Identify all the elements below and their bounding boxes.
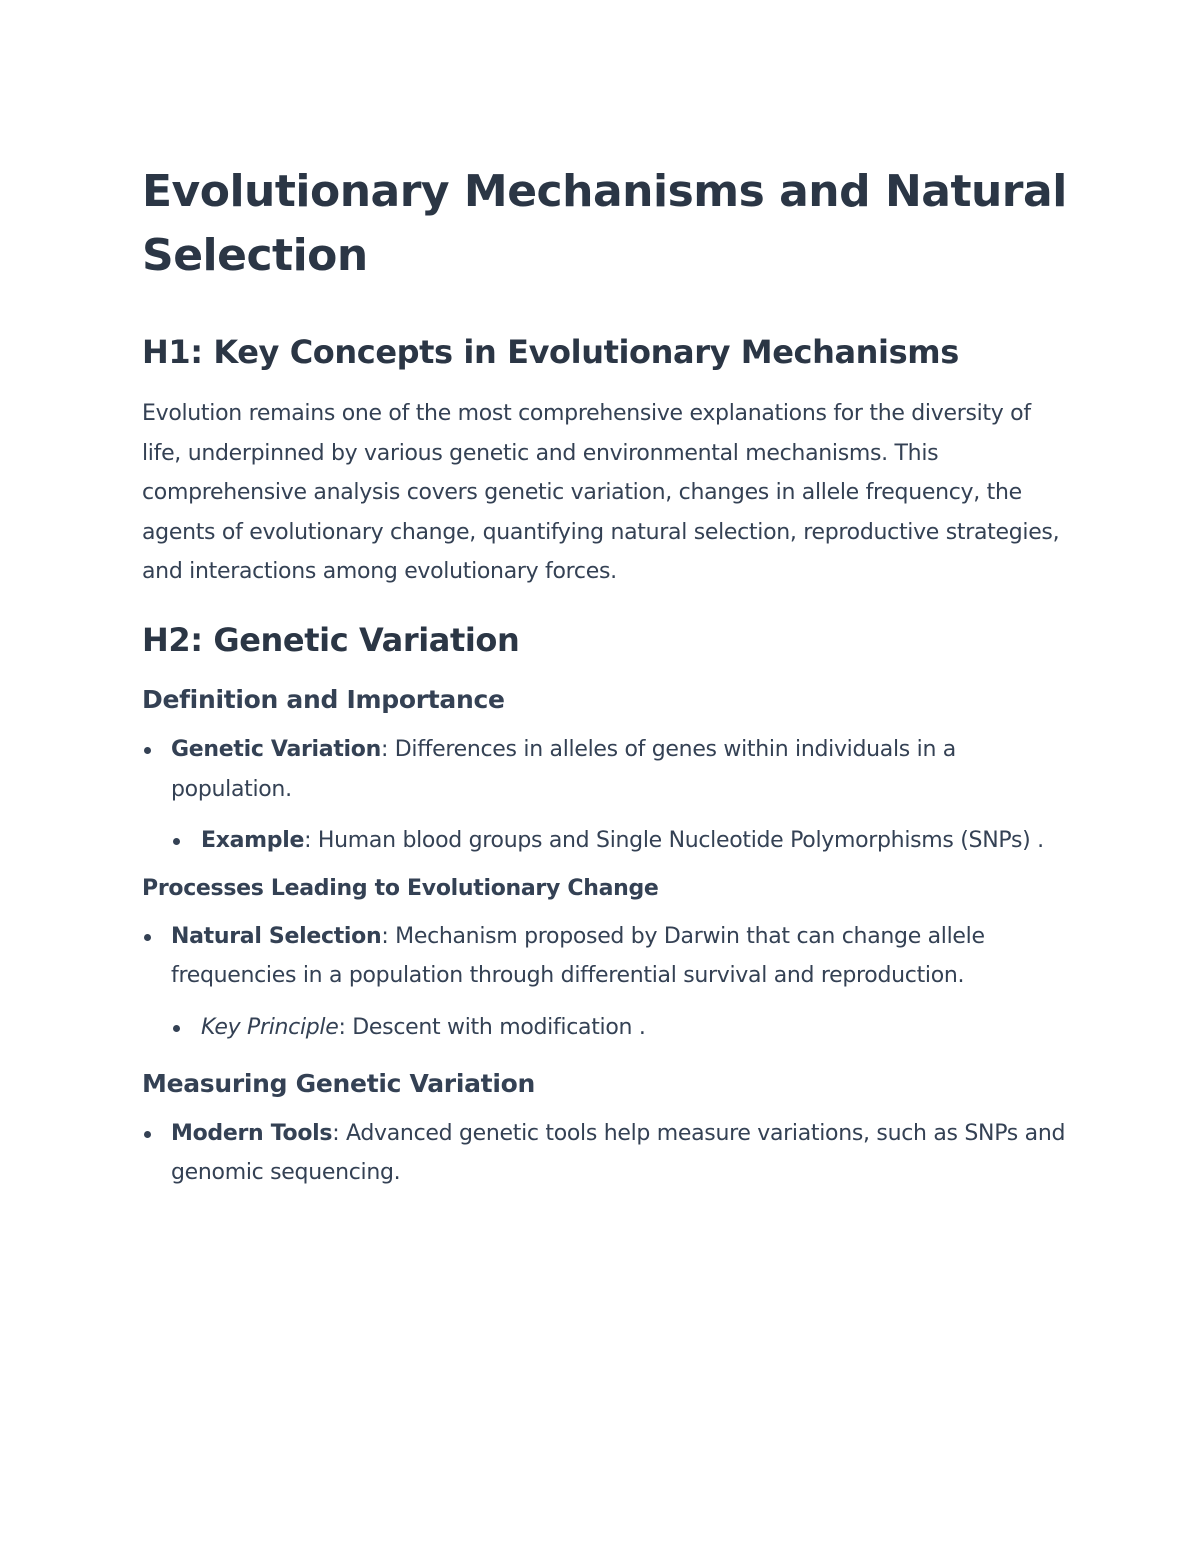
bullet-icon: [173, 838, 180, 845]
list-item: [171, 1008, 1072, 1048]
intro-paragraph: Evolution remains one of the most comprehensive explanations for the diversity of life, underpinned by various genetic and environmental mechanisms. This comprehensive analysis covers genetic variation, changes in allele frequency, the agents of evolutionary change, quantifying natural selection, reproductive strategies, and interactions among evolutionary forces.: [142, 401, 1060, 585]
subheading-definition: Definition and Importance: [142, 684, 505, 714]
term-modern-tools: Modern Tools: [171, 1120, 333, 1146]
subheading-processes: Processes Leading to Evolutionary Change: [142, 875, 659, 901]
section-heading-key-concepts: H1: Key Concepts in Evolutionary Mechanisms: [142, 333, 959, 371]
measuring-list: [142, 1114, 1072, 1193]
document-page: [142, 160, 1072, 1193]
subheading-measuring: Measuring Genetic Variation: [142, 1068, 535, 1098]
bullet-icon: [173, 1025, 180, 1032]
bullet-icon: [144, 934, 151, 941]
example-text: : Human blood groups and Single Nucleotide Polymorphisms (SNPs) .: [304, 828, 1044, 854]
key-principle-text: : Descent with modification .: [338, 1014, 646, 1040]
term-genetic-variation: Genetic Variation: [171, 736, 381, 762]
natural-selection-text: : Mechanism proposed by Darwin that can change allele frequencies in a population through differential survival and reproduction.: [171, 923, 985, 989]
nested-list: [171, 1008, 1072, 1048]
bullet-icon: [144, 1131, 151, 1138]
definition-text: : Differences in alleles of genes within individuals in a population.: [171, 736, 956, 802]
list-item: [142, 730, 1072, 861]
list-item: [171, 821, 1072, 861]
processes-list: [142, 917, 1072, 1048]
term-example: Example: [201, 828, 305, 854]
definition-list: [142, 730, 1072, 861]
term-key-principle: Key Principle: [201, 1014, 339, 1040]
modern-tools-text: : Advanced genetic tools help measure variations, such as SNPs and genomic sequencing.: [171, 1120, 1066, 1186]
term-natural-selection: Natural Selection: [171, 923, 382, 949]
bullet-icon: [144, 747, 151, 754]
list-item: [142, 1114, 1072, 1193]
list-item: [142, 917, 1072, 1048]
document-title: Evolutionary Mechanisms and Natural Selection: [142, 166, 1067, 281]
nested-list: [171, 821, 1072, 861]
section-heading-genetic-variation: H2: Genetic Variation: [142, 620, 520, 659]
